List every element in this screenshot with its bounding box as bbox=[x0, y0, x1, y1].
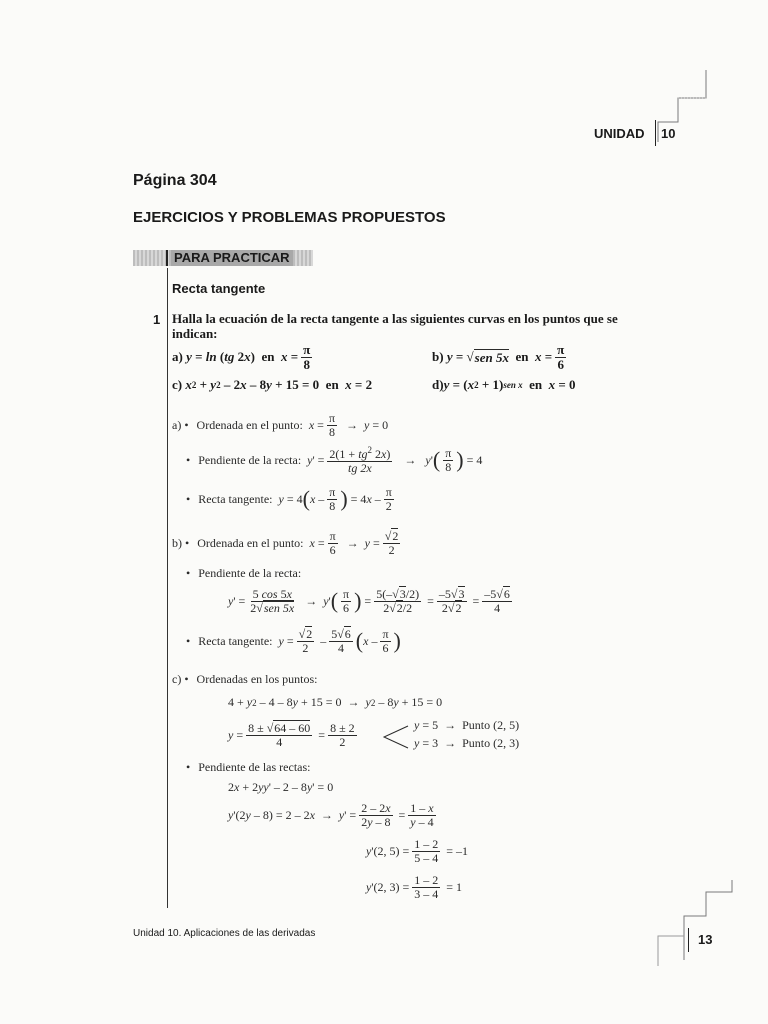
sol-c-slope2: y '(2, 3) = $\frac{1 - 2}{3 - 4}$ = 1 bbox=[366, 873, 463, 901]
exercise-statement: Halla la ecuación de la recta tangente a las siguientes curvas en los puntos que se indican: bbox=[172, 311, 618, 341]
sol-c-deriv2: y '(2 y – 8) = 2 – 2 x → y ' = $\frac{2 - 2x}{2y - 8}$ = $\frac{1 - x}{y - 4}$ bbox=[228, 801, 434, 829]
sol-a-ordenada: a) • Ordenada en el punto: x = $\frac{\pi}{8}$ → y = 0 bbox=[172, 412, 388, 438]
sol-c-y5: y = 5 → Punto (2, 5) bbox=[414, 718, 520, 732]
item-d: d) y = ( x 2 + 1) sen x en x = 0 bbox=[432, 377, 576, 392]
sol-c-y3: y = 3 → Punto (2, 3) bbox=[414, 736, 520, 750]
sol-b-pendiente-eq: y ' = $\frac{5 \cos 5x}{\text{2√sen 5x}}$ → y ' ( $\frac{\pi}{6}$ ) = $\frac{5(-√3/2)}{2√2/2}$ = $\frac{-5√3}{2√2}$ = $\frac{-5√6}{4}$ bbox=[228, 587, 510, 615]
sol-c-eq1: 4 + y 2 – 4 – 8 y + 15 = 0 → y 2 – 8 y + 15 = 0 bbox=[228, 695, 443, 709]
unit-number: 10 bbox=[661, 126, 676, 141]
sol-c-pendiente-label: • Pendiente de las rectas: bbox=[186, 760, 311, 775]
item-c: c) x 2 + y 2 – 2 x – 8 y + 15 = 0 en x = 2 bbox=[172, 377, 373, 392]
sol-c-slope1: y '(2, 5) = $\frac{1 - 2}{5 - 4}$ = –1 bbox=[366, 837, 469, 865]
vertical-rule bbox=[167, 268, 168, 908]
sol-c-eq2: y = $\frac{8 \pm √64 - 60}{4}$ = $\frac{8 \pm 2}{2}$ bbox=[228, 721, 355, 749]
item-a: a) y = ln ( tg 2 x ) en x = $\frac{\pi}{8}$ bbox=[172, 342, 311, 372]
subsection-title: Recta tangente bbox=[172, 281, 266, 296]
sol-b-ordenada: b) • Ordenada en el punto: x = $\frac{\pi}{6}$ → y = $\frac{√2}{2}$ bbox=[172, 530, 403, 556]
sol-b-tangente: • Recta tangente: y = $\frac{√2}{2}$ – $\frac{5√6}{4}$ ( x – $\frac{\pi}{6}$ ) bbox=[186, 628, 401, 654]
sol-b-pendiente-label: • Pendiente de la recta: bbox=[186, 566, 301, 581]
sol-a-pendiente: • Pendiente de la recta: y ' = $\frac{2(1 + tg^2 2x)}{tg 2x}$ → y ' ( $\frac{\pi}{8}$ ) = 4 bbox=[186, 446, 482, 474]
unit-label: UNIDAD bbox=[594, 126, 645, 141]
branch-lines bbox=[380, 722, 410, 752]
section-title: EJERCICIOS Y PROBLEMAS PROPUESTOS bbox=[133, 209, 446, 226]
page-title: Página 304 bbox=[133, 172, 217, 189]
footer-text: Unidad 10. Aplicaciones de las derivadas bbox=[133, 928, 316, 939]
sol-c-deriv1: 2 x + 2 yy ' – 2 – 8 y ' = 0 bbox=[228, 780, 334, 794]
sol-a-tangente: • Recta tangente: y = 4 ( x – $\frac{\pi}{8}$ ) = 4 x – $\frac{\pi}{2}$ bbox=[186, 486, 397, 512]
decorative-steps-bottom bbox=[650, 880, 740, 970]
exercise-number: 1 bbox=[153, 312, 161, 327]
unit-divider bbox=[655, 120, 656, 146]
banner-label: PARA PRACTICAR bbox=[171, 250, 293, 266]
item-b: b) y = √ sen 5x en x = $\frac{\pi}{6}$ bbox=[432, 342, 565, 372]
page-number-divider bbox=[688, 928, 689, 952]
banner-mark bbox=[166, 250, 168, 266]
sol-c-ordenadas: c) • Ordenadas en los puntos: bbox=[172, 672, 318, 687]
page-number: 13 bbox=[698, 932, 713, 947]
